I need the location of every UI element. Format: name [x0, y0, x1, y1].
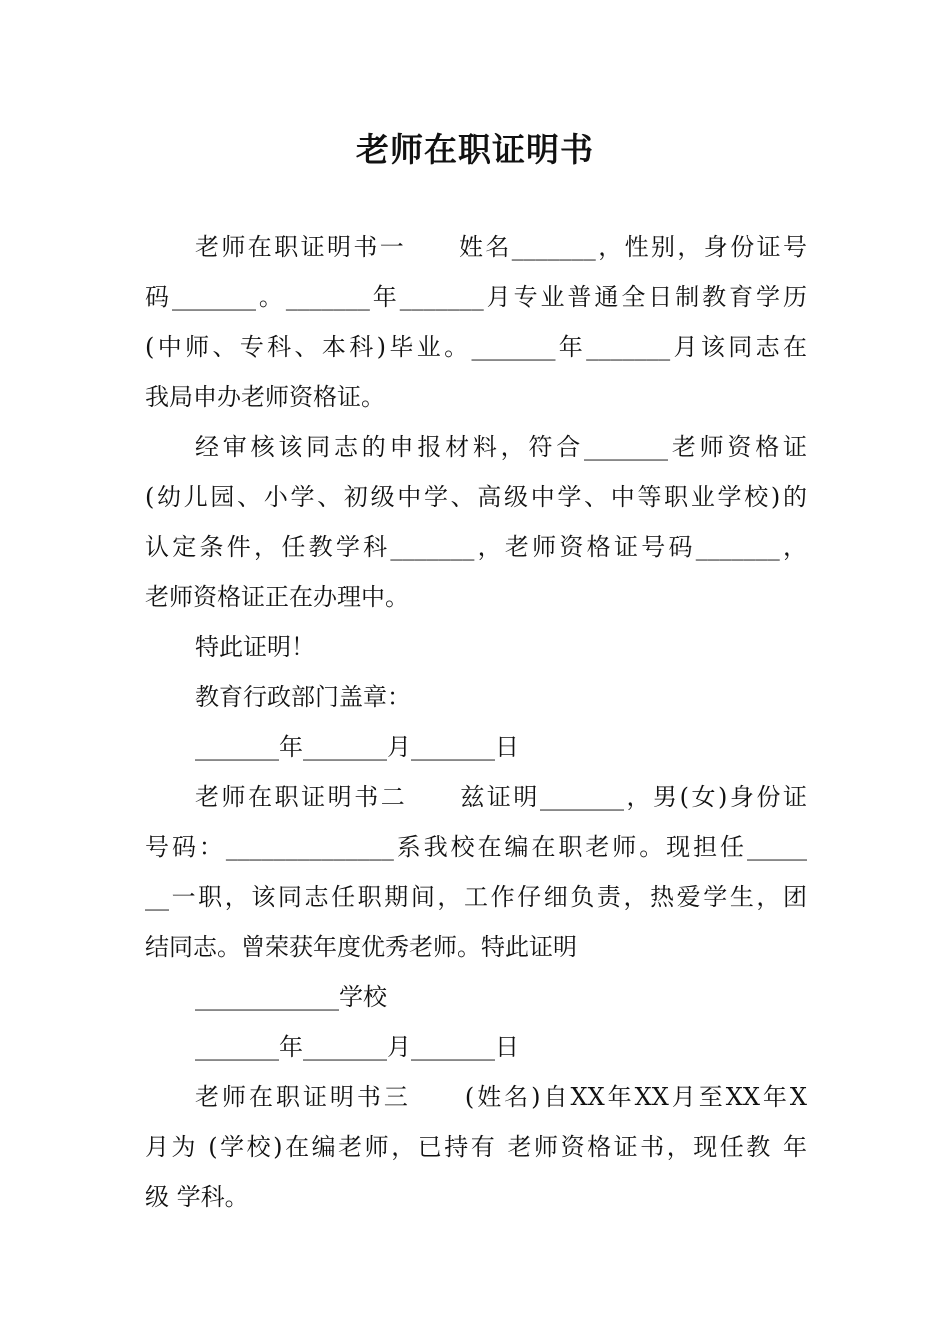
paragraph-line: 认定条件，任教学科_______，老师资格证号码_______， [145, 533, 807, 561]
paragraph-line: 码_______。_______年_______月专业普通全日制教育学历 [145, 283, 807, 311]
paragraph-line: 老师在职证明书三 (姓名)自XX年XX月至XX年X [195, 1083, 807, 1111]
paragraph-line: 号码：______________系我校在编在职老师。现担任_____ [145, 833, 807, 861]
paragraph-line: 级 学科。 [145, 1183, 249, 1211]
paragraph-line: 老师资格证正在办理中。 [145, 583, 409, 611]
paragraph-line: 月为 (学校)在编老师，已持有 老师资格证书，现任教 年 [145, 1133, 807, 1161]
document-title: 老师在职证明书 [356, 130, 594, 169]
paragraph-line: 经审核该同志的申报材料，符合_______老师资格证 [195, 433, 807, 461]
paragraph-line: 特此证明！ [195, 633, 315, 661]
date-line: _______年_______月_______日 [195, 733, 519, 761]
paragraph-line: 我局申办老师资格证。 [145, 383, 385, 411]
paragraph-line: 结同志。曾荣获年度优秀老师。特此证明 [145, 933, 577, 961]
paragraph-line: 老师在职证明书二 兹证明_______，男(女)身份证 [195, 783, 807, 811]
paragraph-line: 教育行政部门盖章： [195, 683, 411, 711]
school-line: ____________学校 [195, 983, 387, 1011]
paragraph-line: 老师在职证明书一 姓名_______，性别，身份证号 [195, 233, 807, 261]
paragraph-line: (幼儿园、小学、初级中学、高级中学、中等职业学校)的 [145, 483, 807, 511]
date-line: _______年_______月_______日 [195, 1033, 519, 1061]
paragraph-line: (中师、专科、本科)毕业。_______年_______月该同志在 [145, 333, 807, 361]
paragraph-line: __一职，该同志任职期间，工作仔细负责，热爱学生，团 [145, 883, 807, 911]
